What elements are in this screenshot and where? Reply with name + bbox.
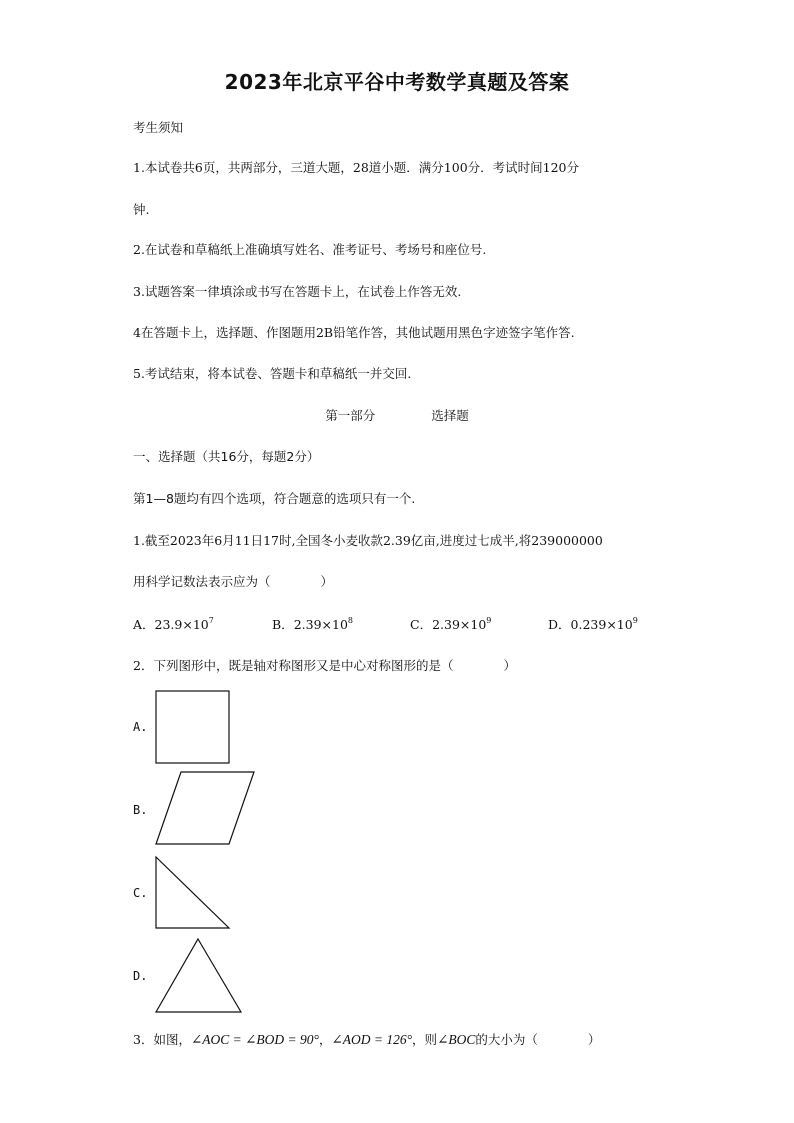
notice-item-1-cont: 钟. <box>133 202 150 217</box>
notice-item-4: 4在答题卡上，选择题、作图题用2B铅笔作答，其他试题用黑色字迹签字笔作答. <box>133 325 575 340</box>
question-1-text-cont: 用科学记数法表示应为（ ） <box>133 574 334 589</box>
right-triangle-shape <box>155 856 231 930</box>
question-3-text: 3．如图，∠AOC = ∠BOD = 90°，∠AOD = 126°，则∠BOC的大小为（ ） <box>133 1032 601 1047</box>
q1-option-a: A．$23.9\times 10^7$ <box>133 616 214 632</box>
parallelogram-shape <box>155 771 255 845</box>
q1-option-c: C．$2.39\times 10^9$ <box>410 616 492 632</box>
part-label: 第一部分 <box>325 408 376 423</box>
q1-option-b: B．$2.39\times 10^8$ <box>272 616 353 632</box>
question-1-text: 1.截至2023年6月11日17时,全国冬小麦收款2.39亿亩,进度过七成半,将239000000 <box>133 533 603 548</box>
section-instruction: 第1—8题均有四个选项，符合题意的选项只有一个. <box>133 491 416 506</box>
part-name: 选择题 <box>431 408 469 423</box>
notice-heading: 考生须知 <box>133 120 184 135</box>
q2-option-d-label: D. <box>133 969 148 983</box>
q3-angle: ∠BOC <box>437 1032 476 1047</box>
equilateral-triangle-shape <box>155 938 243 1014</box>
q3-equation-1: ∠AOC = ∠BOD = 90° <box>190 1032 319 1047</box>
q2-option-a-label: A. <box>133 720 148 734</box>
q2-option-c-label: C. <box>133 886 148 900</box>
q1-option-d: D．$0.239\times 10^9$ <box>548 616 638 632</box>
q2-option-b-label: B. <box>133 803 148 817</box>
square-shape <box>155 690 231 764</box>
question-2-text: 2．下列图形中，既是轴对称图形又是中心对称图形的是（ ） <box>133 658 516 673</box>
q3-equation-2: ∠AOD = 126° <box>331 1032 413 1047</box>
part-heading <box>0 406 794 424</box>
notice-item-3: 3.试题答案一律填涂或书写在答题卡上，在试卷上作答无效. <box>133 284 462 299</box>
section-heading: 一、选择题（共16分，每题2分） <box>133 449 320 464</box>
page-title: 2023年北京平谷中考数学真题及答案 <box>224 70 570 94</box>
notice-item-2: 2.在试卷和草稿纸上准确填写姓名、准考证号、考场号和座位号. <box>133 242 487 257</box>
notice-item-1: 1.本试卷共6页，共两部分，三道大题，28道小题．满分100分．考试时间120分 <box>133 160 580 175</box>
notice-item-5: 5.考试结束，将本试卷、答题卡和草稿纸一并交回. <box>133 366 412 381</box>
